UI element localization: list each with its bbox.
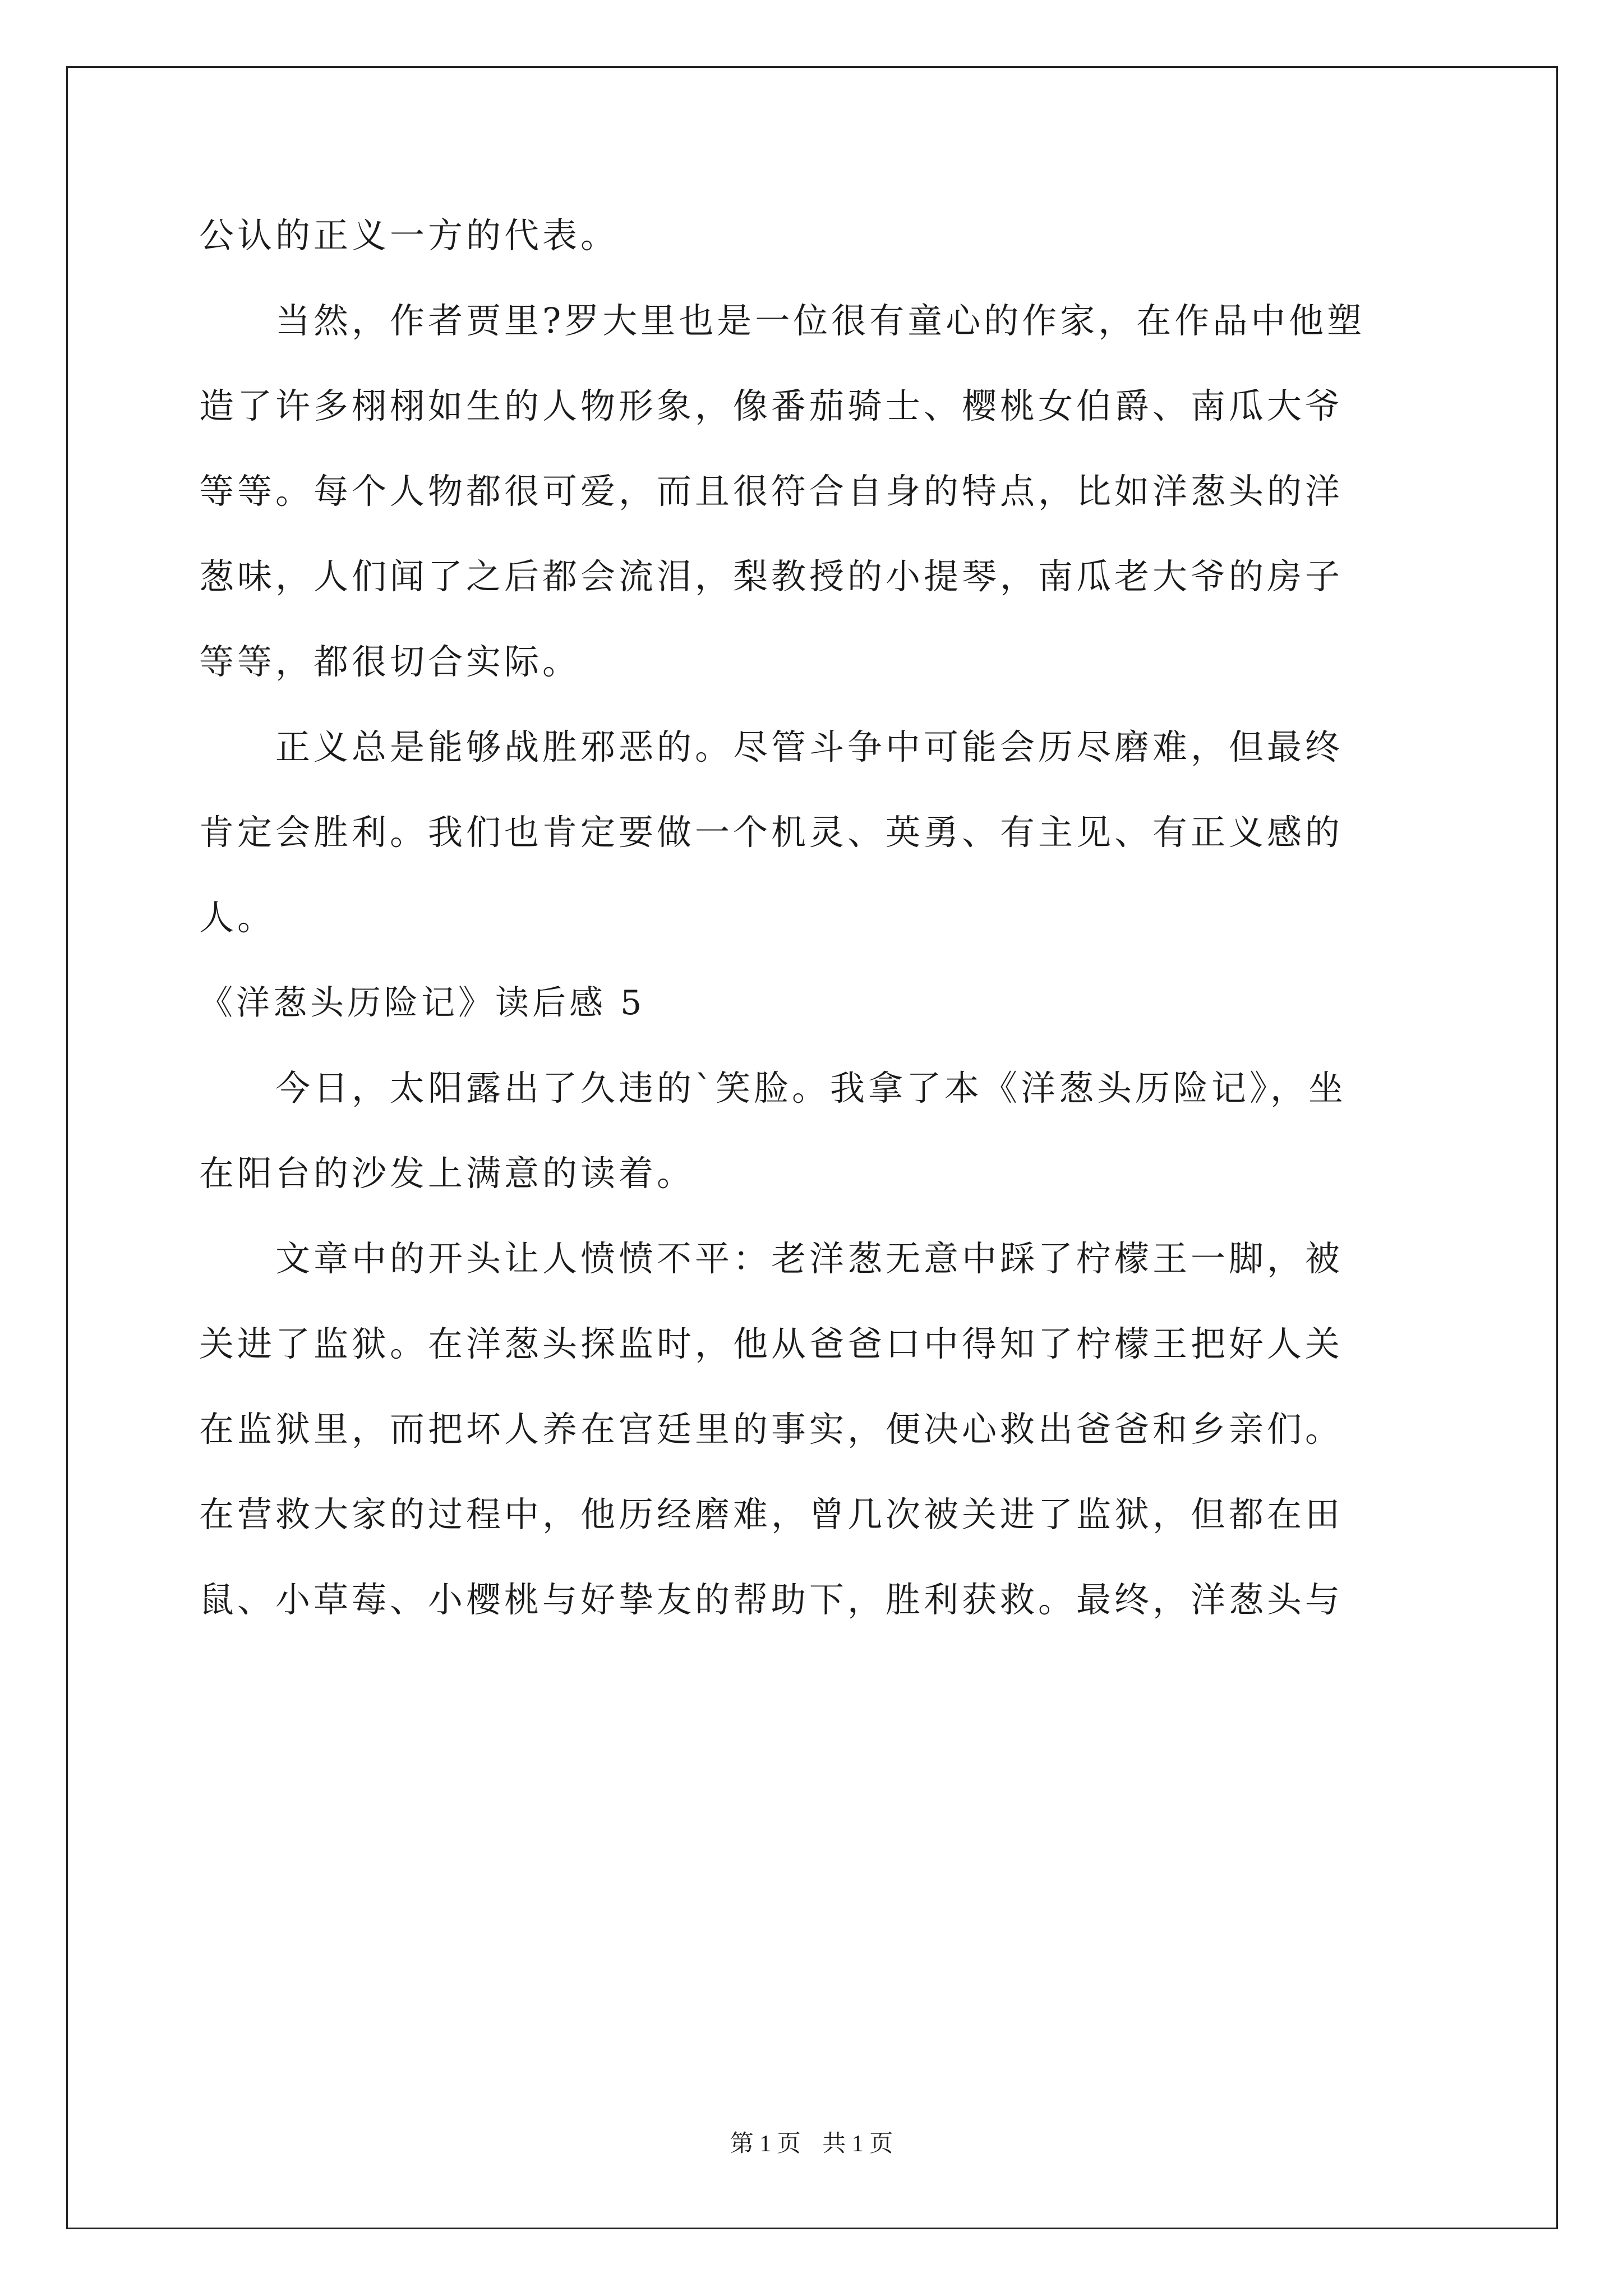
page-total: 共 1 页 <box>822 2131 893 2157</box>
page-footer <box>0 2125 1623 2159</box>
text-line: 葱味，人们闻了之后都会流泪，梨教授的小提琴，南瓜老大爷的房子 <box>199 556 1344 597</box>
text-line: 等等。每个人物都很可爱，而且很符合自身的特点，比如洋葱头的洋 <box>199 471 1344 512</box>
text-line: 肯定会胜利。我们也肯定要做一个机灵、英勇、有主见、有正义感的 <box>199 812 1344 853</box>
text-line: 公认的正义一方的代表。 <box>199 215 619 256</box>
page-number: 第 1 页 <box>730 2131 801 2157</box>
document-body <box>199 216 1433 1665</box>
text-line: 文章中的开头让人愤愤不平：老洋葱无意中踩了柠檬王一脚，被 <box>199 1238 1344 1279</box>
text-line: 在营救大家的过程中，他历经磨难，曾几次被关进了监狱，但都在田 <box>199 1494 1344 1535</box>
text-line: 在监狱里，而把坏人养在宫廷里的事实，便决心救出爸爸和乡亲们。 <box>199 1409 1344 1450</box>
text-line: 在阳台的沙发上满意的读着。 <box>199 1153 695 1194</box>
text-line: 造了许多栩栩如生的人物形象，像番茄骑士、樱桃女伯爵、南瓜大爷 <box>199 385 1344 426</box>
text-line: 关进了监狱。在洋葱头探监时，他从爸爸口中得知了柠檬王把好人关 <box>199 1323 1344 1364</box>
text-line: 人。 <box>199 897 276 938</box>
text-line: 当然，作者贾里?罗大里也是一位很有童心的作家，在作品中他塑 <box>199 300 1366 341</box>
text-line: 正义总是能够战胜邪恶的。尽管斗争中可能会历尽磨难，但最终 <box>199 726 1344 767</box>
text-line: 等等，都很切合实际。 <box>199 641 581 682</box>
section-heading: 《洋葱头历险记》读后感 5 <box>199 983 645 1023</box>
text-line: 鼠、小草莓、小樱桃与好挚友的帮助下，胜利获救。最终，洋葱头与 <box>199 1579 1344 1620</box>
text-line: 今日，太阳露出了久违的`笑脸。我拿了本《洋葱头历险记》，坐 <box>199 1068 1347 1108</box>
